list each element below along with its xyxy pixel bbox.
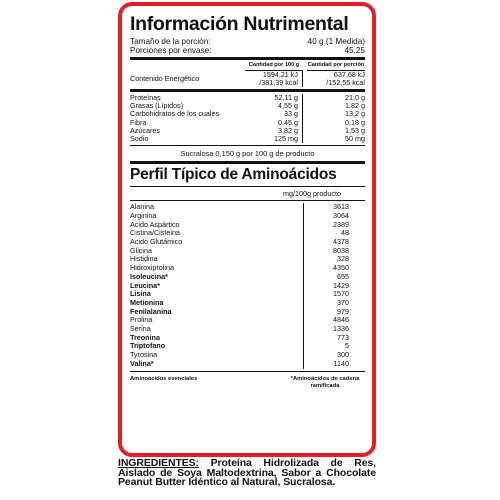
amino-footnotes (130, 376, 365, 390)
amino-name: Alanina (130, 202, 154, 212)
ingredients-text (118, 459, 376, 488)
serving-label: Tamaño de la porción: (130, 37, 211, 46)
nutrient-label: Carbohidratos de los cuales (130, 109, 220, 119)
ingredients-body: Proteína Hidrolizada de Res, Aislado de Soya Maltodextrina, Sabor a Chocolate Peanut Butter Idéntico al Natural, Sucralosa. (118, 457, 376, 488)
header-per-portion: Cantidad por porción (307, 62, 365, 71)
amino-name: Valina* (130, 358, 154, 368)
nutrient-row (130, 135, 365, 143)
amino-name: Triptofano (130, 341, 166, 351)
amino-row (130, 308, 365, 317)
nutrient-per-100g: 33 g (245, 110, 303, 118)
amino-name: Serina (130, 324, 151, 334)
nutrient-row (130, 127, 365, 135)
amino-value: 4350 (303, 264, 365, 273)
label-title: Información Nutrimental (130, 13, 349, 35)
amino-name: Cistina/Cisteina (130, 228, 180, 238)
servings-row (130, 46, 365, 55)
ingredients-label: INGREDIENTES: (118, 457, 199, 469)
amino-value: 4378 (303, 238, 365, 247)
amino-name: Prolina (130, 315, 153, 325)
amino-value: 328 (303, 255, 365, 264)
amino-row (130, 282, 365, 291)
nutrient-per-portion: 1,53 g (345, 125, 365, 135)
amino-name: Hidroxiprolina (130, 263, 174, 273)
amino-name: Lisina (130, 289, 151, 299)
divider-thin (130, 371, 365, 372)
divider-thin (130, 186, 365, 187)
energy-per-100g: 1594,21 kJ /381,39 kcal (245, 71, 303, 87)
amino-value: 370 (303, 299, 365, 308)
sucralose-note: Sucralosa 0,150 g por 100 g de producto (180, 149, 315, 159)
nutrient-per-100g: 0,45 g (245, 119, 303, 127)
amino-name: Glicina (130, 245, 152, 255)
nutrient-list (130, 94, 365, 143)
nutrient-per-portion: 50 mg (345, 134, 365, 144)
amino-value: 300 (303, 351, 365, 360)
amino-name: Leucina* (130, 280, 160, 290)
amino-name: Fenilalanina (130, 306, 172, 316)
nutrient-row (130, 110, 365, 118)
amino-value: 773 (303, 334, 365, 343)
amino-value: 655 (303, 273, 365, 282)
nutrient-per-100g: 125 mg (245, 135, 303, 143)
amino-value: 1429 (303, 282, 365, 291)
amino-name: Acido Glutámico (130, 237, 183, 247)
amino-row (130, 273, 365, 282)
amino-name: Tyrosina (130, 350, 158, 360)
energy-label: Contenido Energético (130, 74, 200, 83)
nutrient-label: Azúcares (130, 125, 160, 135)
amino-profile-title: Perfil Típico de Aminoácidos (130, 166, 337, 184)
amino-value: 8038 (303, 247, 365, 256)
essential-note: Aminoácidos esenciales (130, 375, 198, 382)
amino-value: 979 (303, 308, 365, 317)
nutrition-label (118, 2, 376, 457)
amino-row (130, 342, 365, 351)
amino-name: Histidina (130, 254, 158, 264)
amino-value: 1140 (303, 360, 365, 369)
amino-value: 1570 (303, 290, 365, 299)
amino-name: Metionina (130, 297, 164, 307)
divider-thick (130, 57, 365, 60)
nutrient-per-portion: 0,18 g (345, 117, 365, 127)
amino-row (130, 247, 365, 256)
amino-name: Acido Aspártico (130, 219, 180, 229)
amino-row (130, 238, 365, 247)
servings-label: Porciones por envase: (130, 46, 212, 55)
amino-row (130, 351, 365, 360)
nutrient-per-100g: 4,55 g (245, 102, 303, 110)
amino-value: 2389 (303, 221, 365, 230)
amino-row (130, 316, 365, 325)
amino-value: 5 (303, 342, 365, 351)
nutrient-row (130, 119, 365, 127)
amino-row (130, 203, 365, 212)
nutrient-per-portion: 13,2 g (345, 109, 365, 119)
nutrient-per-100g: 3,82 g (245, 127, 303, 135)
energy-row (130, 71, 365, 87)
energy-per-portion: 637,68 kJ /152,55 kcal (326, 70, 365, 87)
amino-row (130, 334, 365, 343)
nutrient-label: Grasas (Lípidos) (130, 101, 184, 111)
branched-note: *Aminoácidos de cadena ramificada (290, 375, 360, 389)
divider-thick (130, 89, 365, 92)
nutrient-label: Sodio (130, 134, 149, 144)
amino-name: Treonina (130, 332, 160, 342)
amino-unit: mg/100g producto (283, 189, 341, 199)
amino-value: 3613 (303, 203, 365, 212)
divider-thick (130, 161, 365, 164)
nutrient-per-100g: 52,11 g (245, 94, 303, 102)
amino-list (130, 203, 365, 368)
serving-row (130, 37, 365, 46)
amino-value: 1336 (303, 325, 365, 334)
amino-row (130, 290, 365, 299)
nutrient-label: Fibra (130, 117, 147, 127)
amino-row (130, 325, 365, 334)
nutrient-per-portion: 21,0 g (345, 93, 365, 102)
amino-value: 48 (303, 229, 365, 238)
amino-row (130, 360, 365, 369)
serving-value: 40 g (1 Medida) (307, 37, 365, 46)
servings-value: 45,25 (344, 46, 365, 55)
amino-name: Arginina (130, 210, 157, 220)
amino-value: 3064 (303, 212, 365, 221)
nutrient-label: Proteínas (130, 93, 161, 102)
amino-value: 4846 (303, 316, 365, 325)
column-headers (130, 62, 365, 71)
header-per-100g: Cantidad por 100 g (245, 62, 303, 71)
amino-name: Isoleucina* (130, 271, 168, 281)
nutrient-per-portion: 1,82 g (345, 101, 365, 111)
divider-thin (130, 145, 365, 146)
divider-thin (130, 200, 365, 201)
